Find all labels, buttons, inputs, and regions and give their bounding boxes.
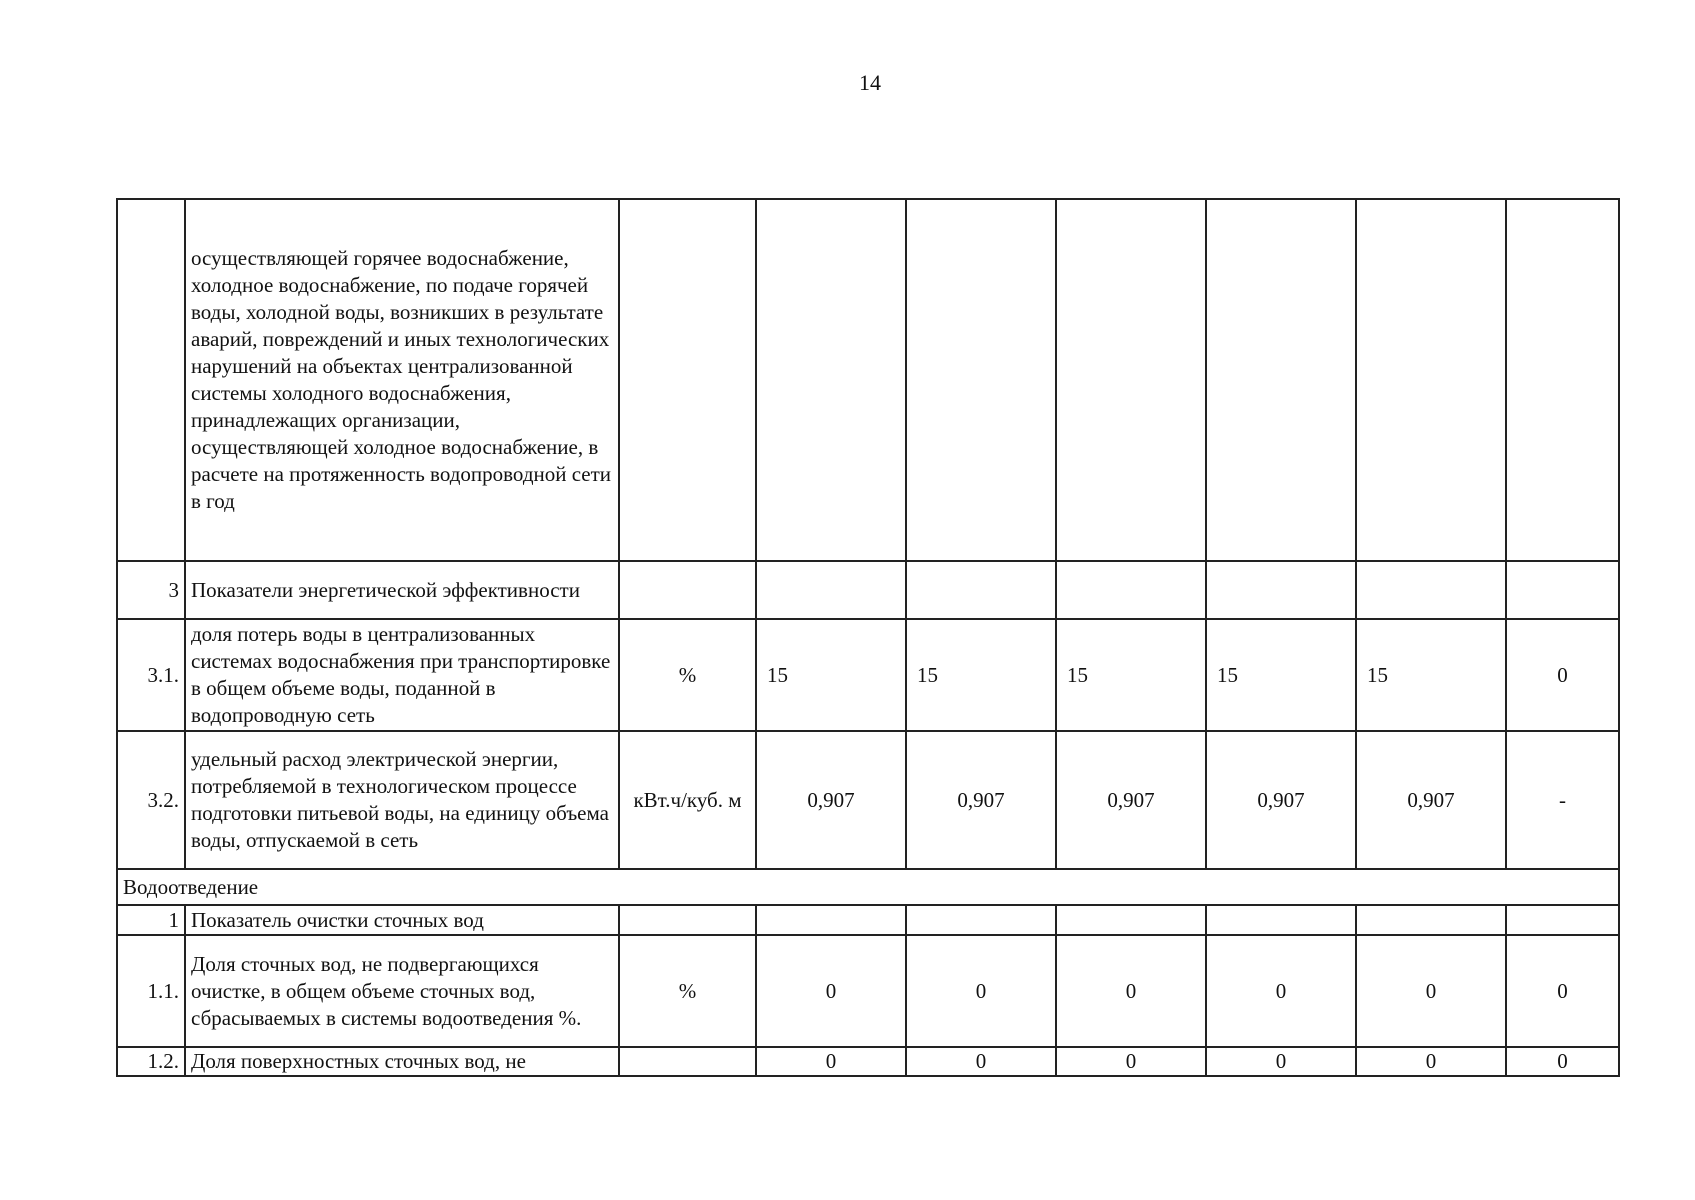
- value-cell: 15: [906, 619, 1056, 731]
- table-row: [117, 1047, 1619, 1076]
- value-cell: [1356, 561, 1506, 619]
- value-cell: [1206, 905, 1356, 935]
- row-number: 3: [117, 561, 185, 619]
- value-cell: [1356, 199, 1506, 561]
- value-cell: 0: [1206, 1047, 1356, 1076]
- value-cell: 0,907: [1356, 731, 1506, 869]
- value-cell: [1056, 905, 1206, 935]
- page-number: 14: [859, 70, 881, 95]
- unit-cell: кВт.ч/куб. м: [619, 731, 756, 869]
- section-row: [117, 869, 1619, 905]
- value-cell: 0: [756, 1047, 906, 1076]
- indicators-table: [116, 198, 1620, 1077]
- value-cell: [906, 199, 1056, 561]
- value-cell: [1506, 561, 1619, 619]
- row-number: 1: [117, 905, 185, 935]
- value-cell: [906, 561, 1056, 619]
- unit-cell: [619, 905, 756, 935]
- value-cell: 0,907: [906, 731, 1056, 869]
- indicator-name: осуществляющей горячее водоснабжение, холодное водоснабжение, по подаче горячей воды, холодной воды, возникших в результате аварий, повреждений и иных технологических нарушений на объектах централизованной системы холодного водоснабжения, принадлежащих организации, осуществляющей холодное водоснабжение, в расчете на протяженность водопроводной сети в год: [185, 199, 619, 561]
- unit-cell: [619, 1047, 756, 1076]
- value-cell: 0: [1506, 619, 1619, 731]
- value-cell: 0,907: [1056, 731, 1206, 869]
- value-cell: 0: [1056, 935, 1206, 1047]
- section-title: Водоотведение: [117, 869, 1619, 905]
- unit-cell: [619, 199, 756, 561]
- row-number: 3.2.: [117, 731, 185, 869]
- table-row: [117, 619, 1619, 731]
- table-row: [117, 935, 1619, 1047]
- value-cell: [1506, 199, 1619, 561]
- indicator-name: Показатель очистки сточных вод: [185, 905, 619, 935]
- value-cell: 0,907: [1206, 731, 1356, 869]
- value-cell: -: [1506, 731, 1619, 869]
- value-cell: 0: [756, 935, 906, 1047]
- row-number: 1.1.: [117, 935, 185, 1047]
- indicator-name: Доля поверхностных сточных вод, не: [185, 1047, 619, 1076]
- value-cell: 15: [1056, 619, 1206, 731]
- value-cell: 0: [1056, 1047, 1206, 1076]
- indicator-name: Показатели энергетической эффективности: [185, 561, 619, 619]
- row-number: 3.1.: [117, 619, 185, 731]
- value-cell: [1206, 561, 1356, 619]
- value-cell: [756, 199, 906, 561]
- value-cell: 0: [1206, 935, 1356, 1047]
- value-cell: [1206, 199, 1356, 561]
- value-cell: [1056, 561, 1206, 619]
- value-cell: [1356, 905, 1506, 935]
- table-row: [117, 199, 1619, 561]
- value-cell: 0: [1506, 1047, 1619, 1076]
- value-cell: 15: [1206, 619, 1356, 731]
- value-cell: [906, 905, 1056, 935]
- value-cell: 15: [1356, 619, 1506, 731]
- value-cell: 0: [1506, 935, 1619, 1047]
- value-cell: [1056, 199, 1206, 561]
- indicator-name: доля потерь воды в централизованных системах водоснабжения при транспортировке в общем объеме воды, поданной в водопроводную сеть: [185, 619, 619, 731]
- table-row: [117, 731, 1619, 869]
- value-cell: 0: [1356, 1047, 1506, 1076]
- value-cell: 0: [906, 1047, 1056, 1076]
- indicator-name: удельный расход электрической энергии, потребляемой в технологическом процессе подготовки питьевой воды, на единицу объема воды, отпускаемой в сеть: [185, 731, 619, 869]
- indicator-name: Доля сточных вод, не подвергающихся очистке, в общем объеме сточных вод, сбрасываемых в системы водоотведения %.: [185, 935, 619, 1047]
- value-cell: 0: [906, 935, 1056, 1047]
- value-cell: 15: [756, 619, 906, 731]
- table-row: [117, 561, 1619, 619]
- unit-cell: %: [619, 935, 756, 1047]
- value-cell: [756, 561, 906, 619]
- value-cell: 0,907: [756, 731, 906, 869]
- unit-cell: %: [619, 619, 756, 731]
- row-number: 1.2.: [117, 1047, 185, 1076]
- value-cell: 0: [1356, 935, 1506, 1047]
- value-cell: [1506, 905, 1619, 935]
- row-number: [117, 199, 185, 561]
- table-row: [117, 905, 1619, 935]
- unit-cell: [619, 561, 756, 619]
- value-cell: [756, 905, 906, 935]
